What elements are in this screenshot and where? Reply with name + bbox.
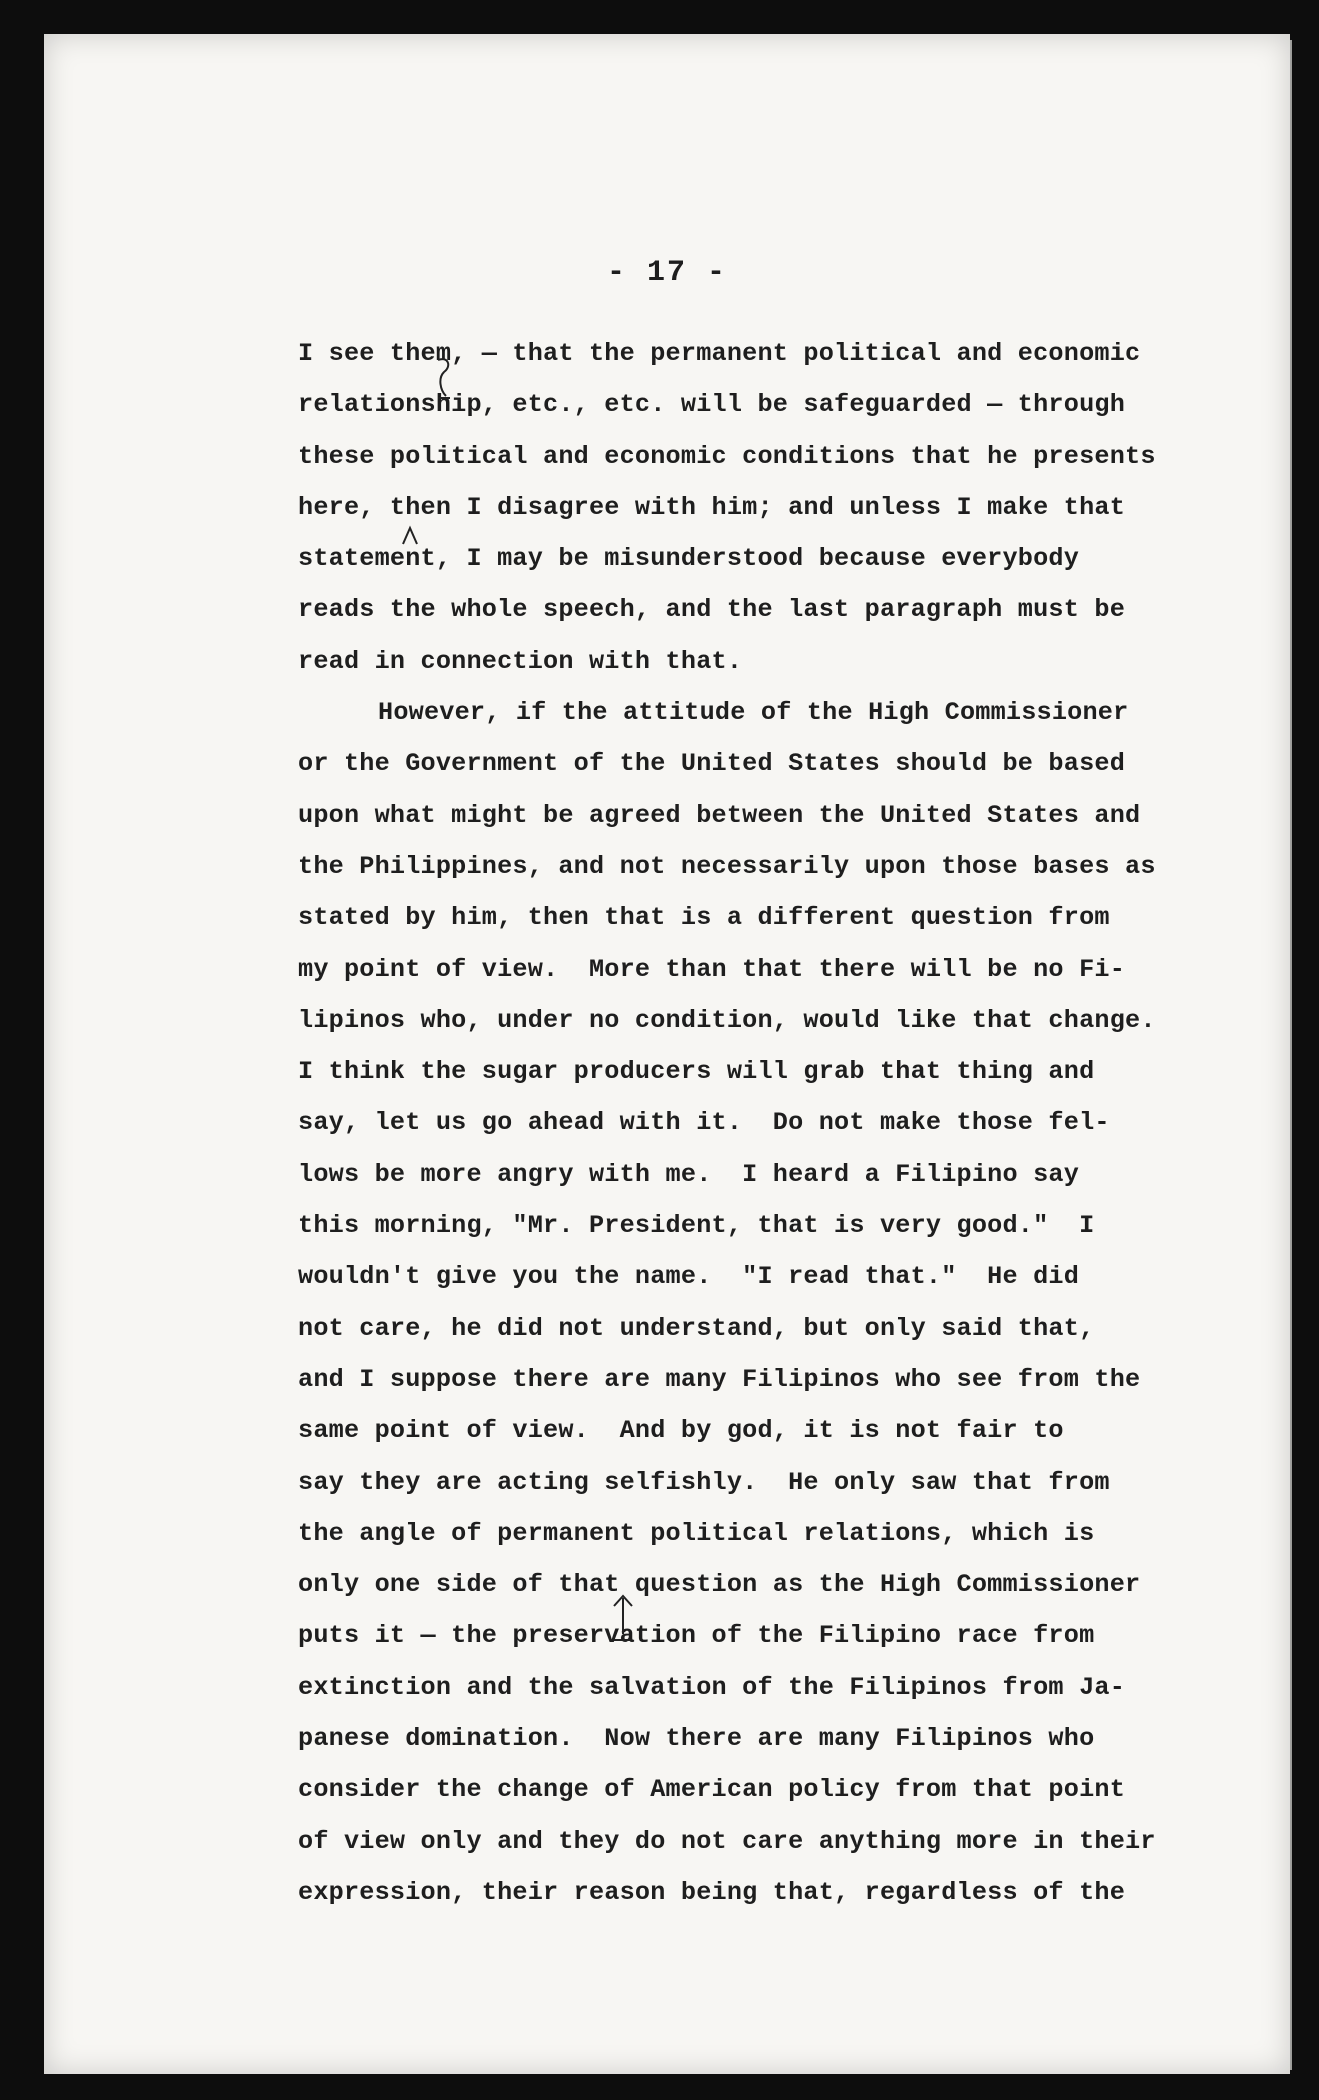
text-line: my point of view. More than that there will be no Fi- <box>298 954 1126 984</box>
text-line: say, let us go ahead with it. Do not make those fel- <box>298 1108 1110 1138</box>
text-line: stated by him, then that is a different question from <box>298 903 1110 933</box>
body-text <box>298 328 1288 1918</box>
text-line: this morning, "Mr. President, that is very good." I <box>298 1211 1095 1241</box>
text-line: or the Government of the United States should be based <box>298 749 1126 779</box>
text-line: consider the change of American policy from that point <box>298 1775 1126 1805</box>
text-line: relationship, etc., etc. will be safeguarded — through <box>298 390 1126 420</box>
text-line: extinction and the salvation of the Filipinos from Ja- <box>298 1672 1126 1702</box>
text-line: same point of view. And by god, it is not fair to <box>298 1416 1064 1446</box>
document-page <box>44 34 1290 2074</box>
text-line: statement, I may be misunderstood because everybody <box>298 544 1080 574</box>
handwritten-correction-mark <box>610 1594 636 1646</box>
text-line: of view only and they do not care anything more in their <box>298 1826 1156 1856</box>
text-line: here, then I disagree with him; and unless I make that <box>298 492 1126 522</box>
text-line: say they are acting selfishly. He only saw that from <box>298 1467 1110 1497</box>
text-line: the angle of permanent political relations, which is <box>298 1518 1095 1548</box>
text-line: lows be more angry with me. I heard a Filipino say <box>298 1159 1080 1189</box>
handwritten-correction-mark <box>432 354 456 404</box>
text-line-paragraph-start: However, if the attitude of the High Commissioner <box>378 698 1129 728</box>
text-line: reads the whole speech, and the last paragraph must be <box>298 595 1126 625</box>
text-line: I think the sugar producers will grab that thing and <box>298 1057 1095 1087</box>
text-line: lipinos who, under no condition, would like that change. <box>298 1005 1156 1035</box>
text-line: and I suppose there are many Filipinos who see from the <box>298 1364 1141 1394</box>
text-line: only one side of that question as the High Commissioner <box>298 1570 1141 1600</box>
text-line: read in connection with that. <box>298 646 743 676</box>
text-line: upon what might be agreed between the United States and <box>298 800 1141 830</box>
text-line: puts it — the preservation of the Filipino race from <box>298 1621 1095 1651</box>
text-line: expression, their reason being that, regardless of the <box>298 1877 1126 1907</box>
handwritten-caret-mark <box>400 524 420 548</box>
text-line: not care, he did not understand, but only said that, <box>298 1313 1095 1343</box>
page-number: - 17 - <box>606 256 728 290</box>
text-line: the Philippines, and not necessarily upon those bases as <box>298 851 1156 881</box>
text-line: wouldn't give you the name. "I read that." He did <box>298 1262 1080 1292</box>
text-line: I see them, — that the permanent political and economic <box>298 339 1141 368</box>
text-line: these political and economic conditions that he presents <box>298 441 1156 471</box>
text-line: panese domination. Now there are many Filipinos who <box>298 1724 1095 1754</box>
